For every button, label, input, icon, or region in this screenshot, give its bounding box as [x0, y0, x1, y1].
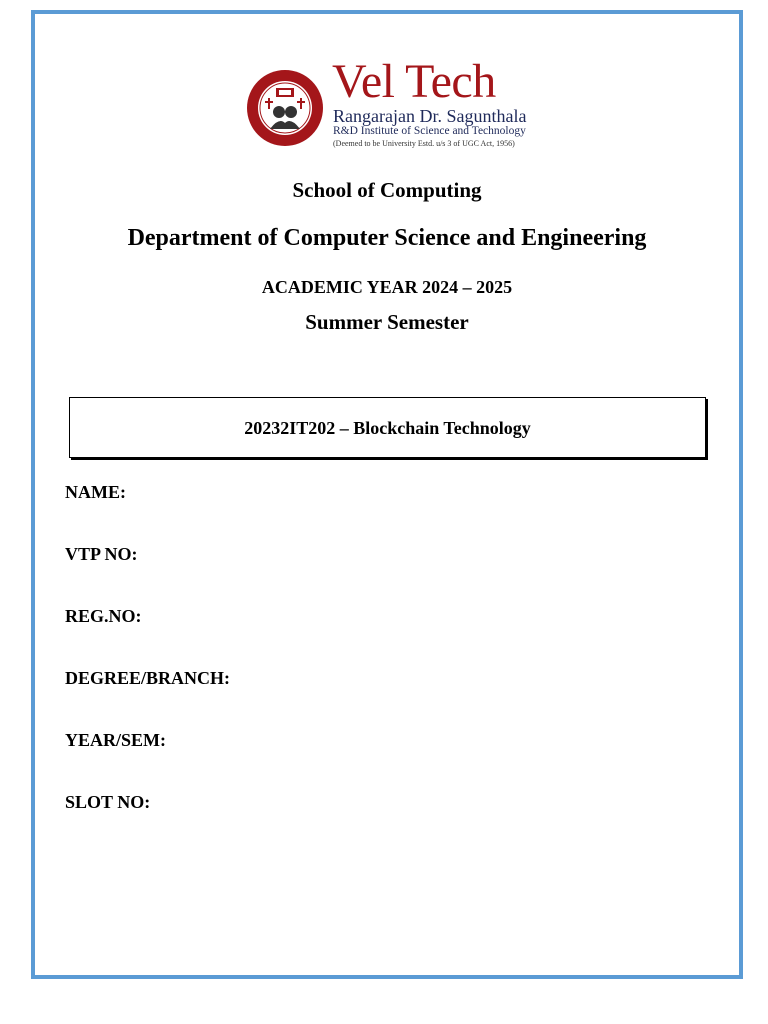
logo-subtitle-line-1: Rangarajan Dr. Sagunthala	[333, 106, 527, 126]
reg-no-field-label: REG.NO:	[65, 606, 142, 626]
semester-heading: Summer Semester	[305, 310, 469, 334]
department-heading: Department of Computer Science and Engineering	[127, 225, 647, 251]
logo-subtitle-line-3: (Deemed to be University Estd. u/s 3 of UGC Act, 1956)	[333, 139, 515, 148]
page-border-shadow-right	[739, 14, 741, 975]
page-border-shadow-bottom	[35, 975, 741, 977]
page-border	[31, 10, 743, 979]
course-title: 20232IT202 – Blockchain Technology	[244, 418, 531, 438]
academic-year-heading: ACADEMIC YEAR 2024 – 2025	[261, 277, 513, 297]
degree-branch-field-label: DEGREE/BRANCH:	[65, 668, 231, 688]
institution-seal-icon	[246, 69, 324, 147]
course-title-box	[69, 397, 706, 458]
slot-no-field-label: SLOT NO:	[65, 792, 151, 812]
logo-title: Vel Tech	[332, 55, 496, 108]
logo-subtitle-line-2: R&D Institute of Science and Technology	[333, 125, 526, 137]
school-heading: School of Computing	[292, 178, 482, 202]
vtp-no-field-label: VTP NO:	[65, 544, 138, 564]
name-field-label: NAME:	[65, 482, 126, 502]
institution-logo	[246, 55, 536, 150]
year-sem-field-label: YEAR/SEM:	[65, 730, 167, 750]
